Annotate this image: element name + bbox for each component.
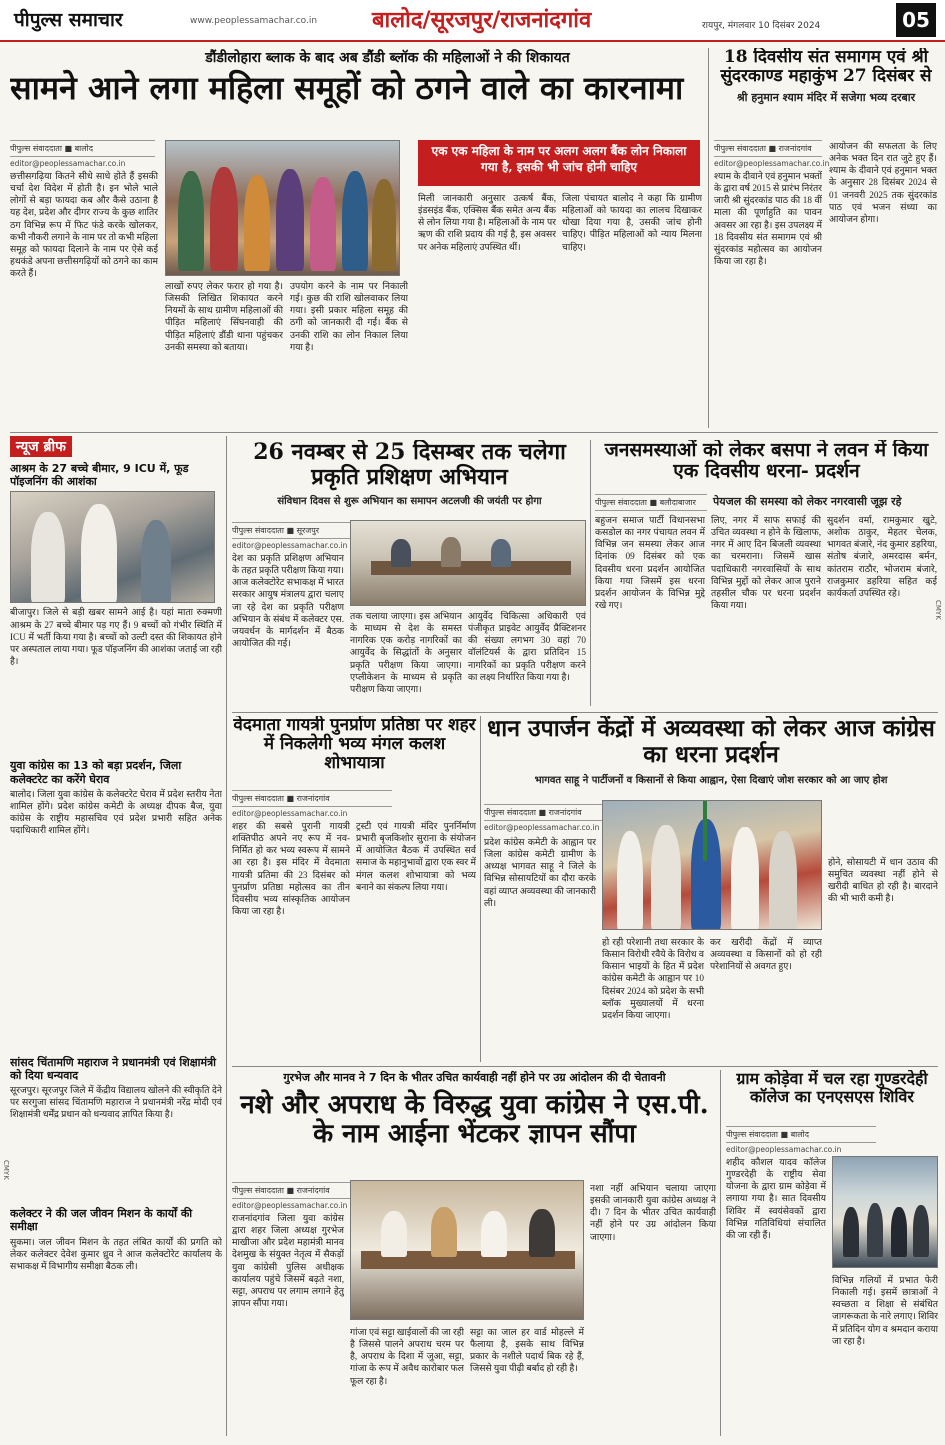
prakriti-subhead: संविधान दिवस से शुरू अभियान का समापन अटलजी की जयंती पर होगा bbox=[277, 496, 542, 508]
brief-headline-4[interactable]: कलेक्टर ने की जल जीवन मिशन के कार्यों की समीक्षा bbox=[10, 1207, 193, 1234]
top-story-col3: उपयोग करने के नाम पर निकाली गई। कुछ की राशि खोलवाकर लिया गया। इसी प्रकार महिला समूह की ठगी को जानकारी दी गई। बैंक से उनकी राशि का लोन निकाल लिया गया है। bbox=[290, 281, 408, 352]
sant-samagam-headline[interactable]: 18 दिवसीय संत समागम एवं श्री सुंदरकाण्ड महाकुंभ 27 दिसंबर से bbox=[720, 48, 932, 87]
prakriti-photo[interactable] bbox=[350, 520, 586, 606]
brand-logo: पीपुल्स समाचार bbox=[14, 9, 123, 31]
top-story-email[interactable]: editor@peoplessamachar.co.in bbox=[10, 159, 126, 168]
masthead bbox=[0, 0, 945, 42]
top-story-kicker: डौंडीलोहारा ब्लाक के बाद अब डौंडी ब्लॉक की महिलाओं ने की शिकायत bbox=[205, 50, 570, 66]
brief-photo-1[interactable] bbox=[10, 491, 215, 603]
dhaan-photo[interactable] bbox=[602, 800, 822, 930]
top-story-byline: पीपुल्स संवाददाता ■ बालोद bbox=[10, 140, 155, 157]
dhaan-subhead: भागवत साहू ने पार्टीजनों व किसानों से किया आह्वान, ऐसा दिखाएं जोश सरकार को आ जाए होश bbox=[534, 774, 888, 786]
yc-kicker: गुरभेज और मानव ने 7 दिन के भीतर उचित कार्यवाही नहीं होने पर उग्र आंदोलन की दी चेतावनी bbox=[283, 1071, 666, 1084]
top-story-callout: एक एक महिला के नाम पर अलग अलग बैंक लोन निकाला गया है, इसकी भी जांच होनी चाहिए bbox=[418, 140, 700, 186]
prakriti-col1: देश का प्रकृति प्रशिक्षण अभियान के तहत प्रकृति परीक्षण किया गया। आज कलेक्टोरेट सभाकक्ष में भारत सरकार आयुष मंत्रालय द्वारा चलाए जा रहे देश का प्रकृति परीक्षण अभियान के संबंध में कलेक्टर एस. जयवर्धन के मार्गदर्शन में बैठक आयोजित की गई। bbox=[232, 553, 344, 648]
yc-email[interactable]: editor@peoplessamachar.co.in bbox=[232, 1201, 348, 1210]
sant-samagam-email[interactable]: editor@peoplessamachar.co.in bbox=[714, 159, 830, 168]
nss-col1: शहीद कौशल यादव कॉलेज गुण्डरदेही के राष्ट्रीय सेवा योजना के द्वारा ग्राम कोड़ेवा में लगाया गया है। सात दिवसीय शिविर में स्वयंसेवकों द्वारा विभिन्न गतिविधियां संचालित की जा रही हैं। bbox=[726, 1157, 826, 1240]
brief-text-3: सूरजपुर। सूरजपुर जिले में केंद्रीय विद्यालय खोलने की स्वीकृति देने पर सरगुजा सांसद चिंतामणि महाराज ने प्रधानमंत्री नरेंद्र मोदी एवं शिक्षामंत्री धर्मेंद्र प्रधान को धन्यवाद ज्ञापित किया है। bbox=[10, 1085, 222, 1120]
bsp-byline: पीपुल्स संवाददाता ■ बलौदाबाजार bbox=[595, 494, 707, 511]
dhaan-col1: प्रदेश कांग्रेस कमेटी के आह्वान पर जिला कांग्रेस कमेटी ग्रामीण के अध्यक्ष भागवत साहू ने जिले के विभिन्न सोसायटियों का दौरा करके वहां व्याप्त अव्यवस्था की जानकारी ली। bbox=[484, 837, 596, 908]
cmyk-mark-left: CMYK bbox=[2, 1160, 10, 1180]
cmyk-mark-right: CMYK bbox=[934, 600, 942, 620]
prakriti-byline: पीपुल्स संवाददाता ■ सूरजपुर bbox=[232, 522, 392, 539]
yc-col1: राजनांदगांव जिला युवा कांग्रेस द्वारा शहर जिला अध्यक्ष गुरभेज माखीजा और प्रदेश महामंत्री मानव देशमुख के संयुक्त नेतृत्व में सैकड़ों युवा कांग्रेसी पुलिस अधीक्षक कार्यालय पहुंचे जिसमें बढ़ते नशा, सट्टा, अपराध पर लगाम लगाने हेतु ज्ञापन सौंपा गया। bbox=[232, 1213, 344, 1308]
top-story-headline[interactable]: सामने आने लगा महिला समूहों को ठगने वाले का कारनामा bbox=[10, 69, 684, 107]
prakriti-email[interactable]: editor@peoplessamachar.co.in bbox=[232, 541, 348, 550]
brief-headline-1[interactable]: आश्रम के 27 बच्चे बीमार, 9 ICU में, फूड पॉइजनिंग की आशंका bbox=[10, 462, 189, 489]
brief-headline-3[interactable]: सांसद चिंतामणि महाराज ने प्रधानमंत्री एवं शिक्षामंत्री को दिया धन्यवाद bbox=[10, 1055, 216, 1082]
dhaan-col4: होने, सोसायटी में धान उठाव की समुचित व्यवस्था नहीं होने से खरीदी बाधित हो रही है। बारदाने की भी भारी कमी है। bbox=[828, 857, 938, 904]
brief-headline-2[interactable]: युवा कांग्रेस का 13 को बड़ा प्रदर्शन, जिला कलेक्टरेट का करेंगे घेराव bbox=[10, 759, 182, 786]
dhaan-headline[interactable]: धान उपार्जन केंद्रों में अव्यवस्था को लेकर आज कांग्रेस का धरना प्रदर्शन bbox=[487, 716, 935, 768]
top-story-col5: जिला पंचायत बालोद ने कहा कि ग्रामीण महिलाओं को फायदा का लालच दिखाकर धोखा दिया गया है, उसकी जांच होनी चाहिए। पीड़ित महिलाओं को न्याय मिलना चाहिए। bbox=[562, 193, 702, 252]
bsp-story bbox=[595, 440, 938, 708]
top-story-col4: मिली जानकारी अनुसार उत्कर्ष बैंक, इंडसइंड बैंक, एक्सिस बैंक समेत अन्य बैंक से लोन लिया गया है। महिलाओं के नाम पर ऋण की राशि प्रदाय की गई है, इस अवसर पर अनेक महिलाएं उपस्थित थीं। bbox=[418, 193, 556, 252]
gayatri-byline: पीपुल्स संवाददाता ■ राजनांदगांव bbox=[232, 790, 392, 807]
sant-samagam-col1: श्याम के दीवाने एवं हनुमान भक्तों के द्वारा वर्ष 2015 से प्रारंभ निरंतर जारी श्री सुंदरकांड पाठ की 18 वीं माला की पूर्णाहुति का पावन अवसर आ रहा है। इस उपलक्ष्य में 18 दिवसीय संत समागम एवं श्री सुंदरकांड महोत्सव का आयोजन किया जा रहा है। bbox=[714, 171, 822, 266]
sant-samagam-story bbox=[714, 48, 938, 428]
bsp-col3: सुदर्शन वर्मा, रामकुमार खुटे, अशोक ठाकुर, मेहतर चेलक, भागवत बंजारे, नंद कुमार डहरिया, संतोष बंजारे, अमरदास बर्मन, कांतराम राठौर, भोजराम बंजारे, राजकुमार डहरिया सहित कई कार्यकर्ता उपस्थित रहे। bbox=[827, 515, 937, 598]
nss-photo[interactable] bbox=[832, 1156, 938, 1268]
brief-text-4: सुकमा। जल जीवन मिशन के तहत लंबित कार्यों की प्रगति को लेकर कलेक्टर देवेश कुमार ध्रुव ने आज कलेक्टोरेट कार्यालय के सभाकक्ष में विभागीय समीक्षा बैठक ली। bbox=[10, 1236, 222, 1271]
nss-email[interactable]: editor@peoplessamachar.co.in bbox=[726, 1145, 842, 1154]
sant-samagam-subhead: श्री हनुमान श्याम मंदिर में सजेगा भव्य दरबार bbox=[736, 91, 916, 105]
prakriti-col2: तक चलाया जाएगा। इस अभियान के माध्यम से देश के समस्त नागरिक एक करोड़ नागरिकों का आयुर्वेद के सिद्धांतों के अनुसार प्रकृति परीक्षण किया जाएगा। एप्लीकेशन के माध्यम से प्रकृति परीक्षण किया जाएगा। bbox=[350, 611, 462, 694]
bsp-headline[interactable]: जनसमस्याओं को लेकर बसपा ने लवन में किया एक दिवसीय धरना- प्रदर्शन bbox=[604, 440, 929, 483]
prakriti-headline[interactable]: 26 नवम्बर से 25 दिसम्बर तक चलेगा प्रकृति प्रशिक्षण अभियान bbox=[253, 440, 566, 490]
prakriti-col3: आयुर्वेद चिकित्सा अधिकारी एवं पंजीकृत प्राइवेट आयुर्वेद प्रैक्टिशनर की संख्या लगभग 30 वहां 70 वॉलंटियर्स के द्वारा प्रतिदिन 15 नागरिकों का प्रकृति परीक्षण करने का लक्ष्य निर्धारित किया गया है। bbox=[468, 611, 586, 682]
gayatri-story bbox=[232, 716, 477, 1062]
top-story-col1: छत्तीसगढ़िया कितने सीधे साधे होते हैं इसकी चर्चा देश विदेश में होती है। इन भोले भाले लोगों से बड़ा फायदा कब और कैसे उठाना है यह देश, प्रदेश और दीगर राज्य के कुछ शातिर ठग विभिन्न रूप में फिट फंडे करके खोलकर, कभी नौकरी लगाने के नाम पर तो कभी महिला समूह को फायदा दिलाने के नाम पर ऐसे कई हथकंडे अपना छत्तीसगढ़ियों को ठगने का काम करते हैं। bbox=[10, 171, 158, 279]
news-brief bbox=[10, 436, 222, 1436]
sant-samagam-byline: पीपुल्स संवाददाता ■ राजनांदगांव bbox=[714, 140, 822, 157]
gayatri-col1: शहर की सबसे पुरानी गायत्री शक्तिपीठ अपने नए रूप में नव-निर्मित हो कर भव्य स्वरूप में सामने आ रहा है। इस मंदिर में वेदमाता गायत्री प्रतिमा की 23 दिसंबर को पुनर्प्राण प्रतिष्ठा महोत्सव का तीन दिवसीय भव्य सांस्कृतिक आयोजन किया जा रहा है। bbox=[232, 821, 350, 916]
sant-samagam-col2: आयोजन की सफलता के लिए अनेक भक्त दिन रात जुटे हुए हैं। श्याम के दीवाने एवं हनुमान भक्त के अनुसार 28 दिसंबर 2024 से 01 जनवरी 2025 तक सुंदरकांड पाठ एवं भजन संध्या का आयोजन होगा। bbox=[829, 141, 937, 224]
yc-byline: पीपुल्स संवाददाता ■ राजनांदगांव bbox=[232, 1182, 392, 1199]
news-brief-label: न्यूज ब्रीफ bbox=[10, 436, 72, 457]
bsp-col1: बहुजन समाज पार्टी विधानसभा कसडोल का नगर पंचायत लवन में विभिन्न जन समस्या लेकर आज दिनांक 09 दिसंबर को एक दिवसीय धरना प्रदर्शन आयोजित किया गया जिसमें इस धरना प्रदर्शन आयोजन के विभिन्न मुद्दे रखे गए। bbox=[595, 515, 705, 610]
dhaan-col3: कर खरीदी केंद्रों में व्याप्त अव्यवस्था व किसानों को हो रही परेशानियों से अवगत हुए। bbox=[710, 937, 822, 972]
brief-text-1: बीजापुर। जिले से बड़ी खबर सामने आई है। यहां माता रुक्मणी आश्रम के 27 बच्चे बीमार पड़ गए हैं। 9 बच्चों को गंभीर स्थिति में ICU में भर्ती किया गया है। बच्चों को उल्टी दस्त की शिकायत होने पर अस्पताल लाया गया। फूड पॉइजनिंग की आशंका जताई जा रही है। bbox=[10, 607, 222, 666]
bsp-col2: लिए, नगर में साफ सफाई की उचित व्यवस्था न होने के खिलाफ, नगर में आए दिन बिजली व्यवस्था का चरमराना। जिसमें खास पदाधिकारी नगरवासियों के साथ विभिन्न मुद्दों को लेकर आज पुराने तहसील चौक पर धरना प्रदर्शन किया गया। bbox=[711, 515, 821, 610]
gayatri-col2: ट्रस्टी एवं गायत्री मंदिर पुनर्निर्माण प्रभारी बृजकिशोर सुराना के संयोजन में आयोजित बैठक में उपस्थित सर्व समाज के महानुभावों द्वारा एक स्वर में मंगल कलश शोभायात्रा को भव्य बनाने का संकल्प लिया गया। bbox=[356, 821, 476, 892]
page-number: 05 bbox=[896, 3, 936, 37]
nss-byline: पीपुल्स संवाददाता ■ बालोद bbox=[726, 1126, 876, 1143]
top-story-col2: लाखों रुपए लेकर फरार हो गया है। जिसकी लिखित शिकायत करने नियमों के साथ ग्रामीण महिलाओं की पीड़ित महिलाएं सिंघनवाही की पीड़ित महिलाएं डौंडी थाना पहुंचकर उनकी समस्या को बताया। bbox=[165, 281, 283, 352]
yc-col4: नशा नहीं अभियान चलाया जाएगा इसकी जानकारी युवा कांग्रेस अध्यक्ष ने दी। 7 दिन के भीतर उचित कार्यवाही नहीं होने पर उग्र आंदोलन किया जाएगा। bbox=[590, 1183, 716, 1242]
bsp-subhead: पेयजल की समस्या को लेकर नगरवासी जूझ रहे bbox=[713, 495, 902, 508]
brief-text-2: बालोद। जिला युवा कांग्रेस के कलेक्टरेट घेराव में प्रदेश स्तरीय नेता शामिल होंगे। प्रदेश कांग्रेस कमेटी के अध्यक्ष दीपक बैज, युवा कांग्रेस के राष्ट्रीय महासचिव एवं प्रदेश प्रभारी सहित अनेक पदाधिकारी शामिल होंगे। bbox=[10, 788, 222, 836]
site-url[interactable]: www.peoplessamachar.co.in bbox=[190, 16, 318, 26]
dhaan-col2: हो रही परेशानी तथा सरकार के किसान विरोधी रवैये के विरोध व किसान भाइयों के हित में प्रदेश कांग्रेस कमेटी के आह्वान पर 10 दिसंबर 2024 को प्रदेश के सभी ब्लॉक मुख्यालयों में धरना प्रदर्शन किया जाएगा। bbox=[602, 937, 704, 1020]
yc-photo[interactable] bbox=[350, 1180, 584, 1320]
yc-col3: सट्टा का जाल हर वार्ड मोहल्ले में फैलाया है, इसके साथ विभिन्न प्रकार के नशीले पदार्थ बिक रहे हैं, जिससे युवा पीढ़ी बर्बाद हो रही है। bbox=[470, 1327, 584, 1374]
nss-col2: विभिन्न गलियों में प्रभात फेरी निकाली गई। इसमें छात्राओं ने स्वच्छता व शिक्षा से संबंधित जागरूकता के नारे लगाए। शिविर में प्रतिदिन योग व श्रमदान कराया जा रहा है। bbox=[832, 1275, 938, 1346]
yc-col2: गांजा एवं सट्टा खाईवालों की जा रही है जिससे पालने अपराध चरम पर है, अपराध के दिशा में जुआ, सट्टा, गांजा के रूप में अवैध कारोबार फल फूल रहा है। bbox=[350, 1327, 464, 1386]
nss-headline[interactable]: ग्राम कोड़ेवा में चल रहा गुण्डरदेही कॉलेज का एनएसएस शिविर bbox=[736, 1070, 928, 1106]
edition-title: बालोद/सूरजपुर/राजनांदगांव bbox=[372, 8, 592, 33]
gayatri-headline[interactable]: वेदमाता गायत्री पुनर्प्राण प्रतिष्ठा पर शहर में निकलेगी भव्य मंगल कलश शोभायात्रा bbox=[233, 716, 476, 774]
dhaan-byline: पीपुल्स संवाददाता ■ राजनांदगांव bbox=[484, 804, 604, 821]
top-story-photo[interactable] bbox=[165, 140, 400, 276]
dhaan-email[interactable]: editor@peoplessamachar.co.in bbox=[484, 823, 600, 832]
gayatri-email[interactable]: editor@peoplessamachar.co.in bbox=[232, 809, 348, 818]
yc-headline[interactable]: नशे और अपराध के विरुद्ध युवा कांग्रेस ने एस.पी. के नाम आईना भेंटकर ज्ञापन सौंपा bbox=[240, 1090, 709, 1150]
dateline: रायपुर, मंगलवार 10 दिसंबर 2024 bbox=[702, 21, 821, 31]
